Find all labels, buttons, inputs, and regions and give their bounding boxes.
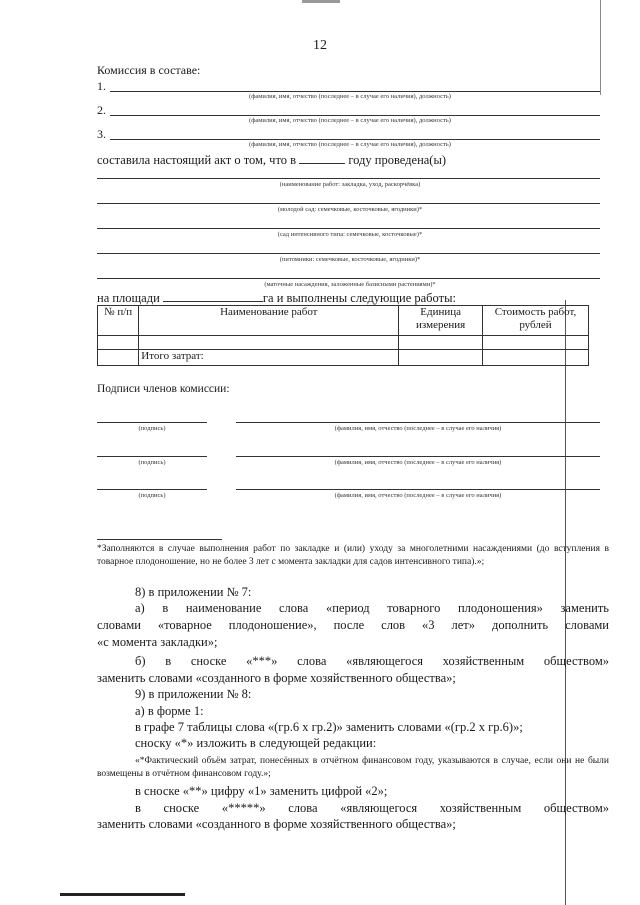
- member-line-1: [110, 91, 600, 92]
- header-work-name: Наименование работ: [139, 306, 399, 336]
- scan-edge-line-top: [600, 0, 601, 95]
- act-sentence-before: составила настоящий акт о том, что в: [97, 153, 297, 167]
- header-cost: Стоимость работ, рублей: [482, 306, 588, 336]
- amendment-item-9a: а) в форме 1:: [135, 704, 204, 718]
- work-line-4: [97, 253, 600, 254]
- year-blank: [299, 163, 345, 164]
- amendment-item-8a-line-1: а) в наименование слова «период товарного плодоношения» заменить: [135, 601, 609, 615]
- footnote-separator: [97, 539, 222, 540]
- signature-name-caption-1: (фамилия, имя, отчество (последнее – в случае его наличия): [334, 425, 502, 432]
- scan-top-mark: [302, 0, 340, 3]
- work-line-5: [97, 278, 600, 279]
- amendment-item-8: 8) в приложении № 7:: [135, 585, 252, 599]
- commission-label: Комиссия в составе:: [97, 63, 201, 77]
- area-sentence: [97, 291, 456, 306]
- work-caption-2: (молодой сад: семечковые, косточковые, ягодники)*: [277, 206, 423, 213]
- table-header-row: [98, 306, 589, 336]
- amendment-item-9: 9) в приложении № 8:: [135, 687, 252, 701]
- member-number-2: 2.: [97, 103, 106, 117]
- member-line-2: [110, 115, 600, 116]
- member-caption-3: (фамилия, имя, отчество (последнее – в случае его наличия), должность): [249, 141, 451, 148]
- amendment-item-9a-footnote-intro: сноску «*» изложить в следующей редакции:: [135, 736, 377, 750]
- signature-caption-3: (подпись): [138, 492, 166, 499]
- signature-line-2: [97, 456, 207, 457]
- member-number-3: 3.: [97, 127, 106, 141]
- footnote-text: *Заполняются в случае выполнения работ по закладке и (или) уходу за многолетними насаждениями (до вступления в товарное плодоношение, но не более 3 лет с момента закладки для садов интенсивного типа).»;: [97, 544, 609, 567]
- work-caption-4: (питомники: семечковые, косточковые, ягодники)*: [279, 256, 421, 263]
- table-total-row: [98, 350, 589, 366]
- work-caption-5: (маточные насаждения, заложенные базисными растениями)*: [264, 281, 436, 288]
- header-unit: Единица измерения: [399, 306, 483, 336]
- signature-caption-1: (подпись): [138, 425, 166, 432]
- member-caption-1: (фамилия, имя, отчество (последнее – в случае его наличия), должность): [249, 93, 451, 100]
- area-sentence-before: на площади: [97, 291, 160, 305]
- amendment-item-9a-last-line-2: заменить словами «созданного в форме хозяйственного общества»;: [97, 817, 456, 831]
- signature-name-line-1: [236, 422, 600, 423]
- signature-name-line-2: [236, 456, 600, 457]
- amendment-item-8a-line-3: «с момента закладки»;: [97, 635, 218, 649]
- work-line-1: [97, 178, 600, 179]
- work-caption-1: (наименование работ: закладка, уход, раскорчёвка): [279, 181, 421, 188]
- signature-line-1: [97, 422, 207, 423]
- scan-bottom-mark: [60, 893, 185, 896]
- amendment-item-8b-line-2: заменить словами «созданного в форме хозяйственного общества»;: [97, 671, 456, 685]
- work-caption-3: (сад интенсивного типа: семечковые, косточковые)*: [277, 231, 423, 238]
- table-row: [98, 336, 589, 350]
- amendment-item-9a-graph: в графе 7 таблицы слова «(гр.6 х гр.2)» заменить словами «(гр.2 х гр.6)»;: [135, 720, 523, 734]
- work-line-3: [97, 228, 600, 229]
- signature-name-caption-2: (фамилия, имя, отчество (последнее – в случае его наличия): [334, 459, 502, 466]
- header-number: № п/п: [98, 306, 139, 336]
- member-line-3: [110, 139, 600, 140]
- amendment-item-8b-line-1: б) в сноске «***» слова «являющегося хозяйственным обществом»: [135, 654, 609, 668]
- member-caption-2: (фамилия, имя, отчество (последнее – в случае его наличия), должность): [249, 117, 451, 124]
- signatures-title: Подписи членов комиссии:: [97, 383, 230, 395]
- area-sentence-after: га и выполнены следующие работы:: [262, 291, 456, 305]
- signature-name-caption-3: (фамилия, имя, отчество (последнее – в случае его наличия): [334, 492, 502, 499]
- new-footnote-text: «*Фактический объём затрат, понесённых в отчётном финансовом году, указываются в случае, если они не были возмещены в отчётном финансовом году.»;: [97, 756, 609, 779]
- page-number: 12: [313, 38, 327, 53]
- signature-line-3: [97, 489, 207, 490]
- member-number-1: 1.: [97, 79, 106, 93]
- signature-caption-2: (подпись): [138, 459, 166, 466]
- total-label: Итого затрат:: [139, 350, 399, 366]
- act-sentence-after: году проведена(ы): [348, 153, 447, 167]
- signature-name-line-3: [236, 489, 600, 490]
- amendment-item-8a-line-2: словами «товарное плодоношение», после слов «3 лет» дополнить словами: [97, 618, 609, 632]
- amendment-item-9a-digit: в сноске «**» цифру «1» заменить цифрой «2»;: [135, 784, 388, 798]
- act-sentence: [97, 153, 446, 168]
- work-line-2: [97, 203, 600, 204]
- area-blank: [163, 301, 263, 302]
- works-table: [97, 305, 589, 366]
- amendment-item-9a-last-line-1: в сноске «*****» слова «являющегося хозяйственным обществом»: [135, 801, 609, 815]
